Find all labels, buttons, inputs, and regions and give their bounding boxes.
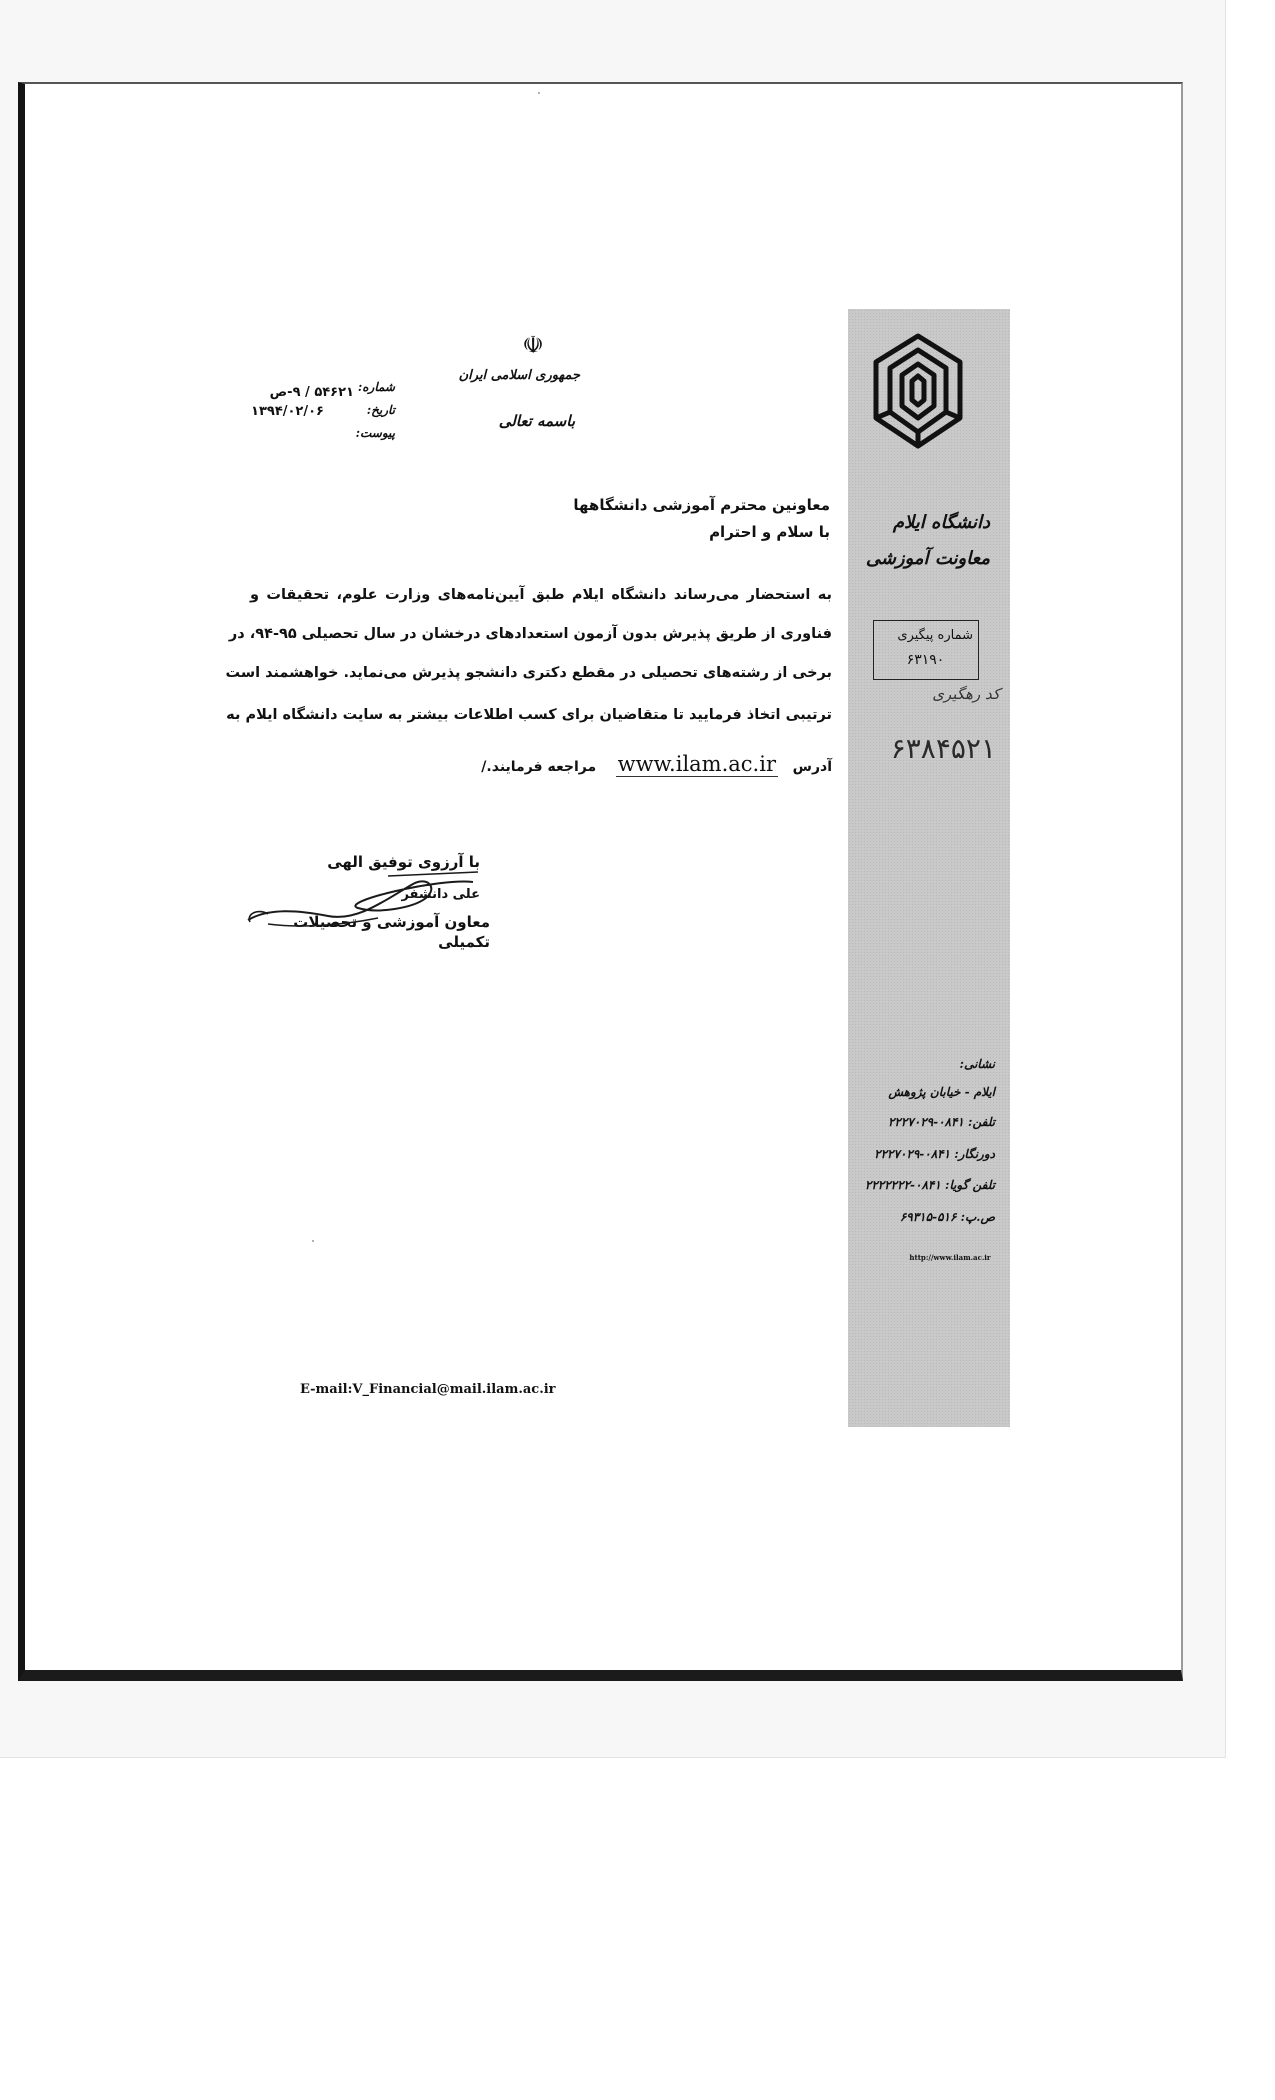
invocation: باسمه تعالی [498, 412, 575, 430]
contact-po-box: ص.پ: ۵۱۶-۶۹۳۱۵ [899, 1210, 995, 1224]
tracking-value: ۶۳۱۹۰ [906, 652, 945, 668]
university-name: دانشگاه ایلام [892, 512, 990, 533]
paragraph-line: به استحضار می‌رساند دانشگاه ایلام طبق آیین‌نامه‌های وزارت علوم، تحقیقات و [250, 587, 832, 603]
recipient: معاونین محترم آموزشی دانشگاهها [573, 496, 830, 514]
website-link[interactable]: www.ilam.ac.ir [617, 752, 776, 776]
closing: با آرزوی توفیق الهی [327, 853, 480, 871]
address-label: نشانی: [959, 1057, 995, 1071]
signer-title: معاون آموزشی و تحصیلات تکمیلی [293, 913, 490, 951]
contact-fax: دورنگار: ۰۸۴۱-۲۲۲۷۰۲۹ [874, 1147, 995, 1161]
scan-speck [312, 1240, 314, 1242]
iran-emblem-icon: ☫ [522, 331, 544, 359]
scan-speck [538, 92, 540, 94]
paragraph-line: برخی از رشته‌های تحصیلی در مقطع دکتری دانشجو پذیرش می‌نماید. خواهشمند است [225, 665, 832, 681]
university-logo-icon [868, 330, 968, 455]
address-line [240, 752, 832, 776]
email-footer: E-mail:V_Financial@mail.ilam.ac.ir [300, 1382, 556, 1397]
paragraph-line: فناوری از طریق پذیرش بدون آزمون استعدادهای درخشان در سال تحصیلی ۹۵-۹۴، در [228, 626, 832, 642]
attachment-label: پیوست: [355, 426, 395, 440]
department-name: معاونت آموزشی [865, 548, 990, 569]
tracking-label: شماره پیگیری [897, 628, 973, 643]
salutation: با سلام و احترام [709, 523, 830, 541]
sidebar-website: http://www.ilam.ac.ir [909, 1253, 991, 1262]
number-label: شماره: [357, 380, 395, 394]
handwritten-note: کد رهگیری [932, 685, 1000, 703]
letter-number: ۵۴۶۲۱ / ۹-ص [269, 385, 354, 400]
handwritten-number: ۶۳۸۴۵۲۱ [890, 732, 996, 765]
letter-date: ۱۳۹۴/۰۲/۰۶ [251, 404, 324, 419]
handwritten-signature [238, 858, 488, 938]
paragraph-line: ترتیبی اتخاذ فرمایید تا متقاضیان برای کسب اطلاعات بیشتر به سایت دانشگاه ایلام به [226, 707, 832, 723]
country-name: جمهوری اسلامی ایران [458, 368, 580, 383]
address-suffix: مراجعه فرمایند./ [481, 759, 597, 775]
date-label: تاریخ: [366, 403, 395, 417]
contact-tel: تلفن: ۰۸۴۱-۲۲۲۷۰۲۹ [887, 1115, 995, 1129]
address-prefix: آدرس [792, 759, 832, 775]
signer-name: علی دانشفر [401, 887, 480, 902]
contact-address: ایلام - خیابان پژوهش [888, 1085, 995, 1099]
contact-call-center: تلفن گویا: ۰۸۴۱-۲۲۲۲۲۲۲ [864, 1178, 995, 1192]
